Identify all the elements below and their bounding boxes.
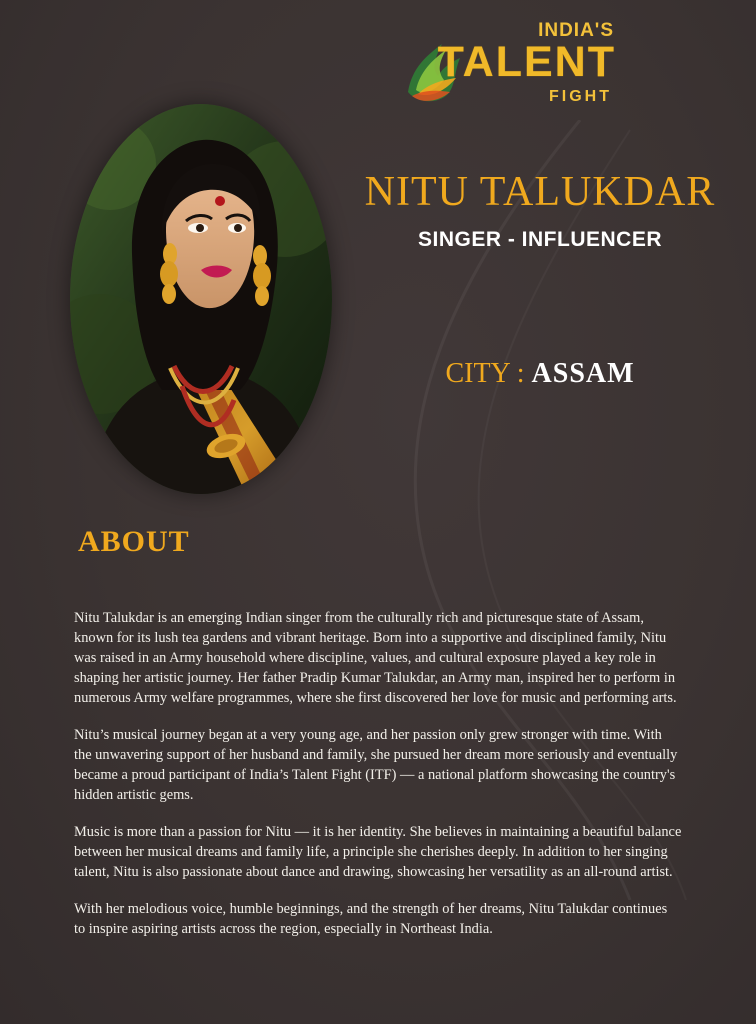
logo-line-talent: TALENT xyxy=(437,38,616,86)
logo-line-fight: FIGHT xyxy=(549,88,612,105)
logo-line-indias: INDIA'S xyxy=(538,20,614,41)
city-label: CITY : xyxy=(445,358,525,389)
profile-role: SINGER - INFLUENCER xyxy=(417,228,662,251)
page-title: NITU TALUKDAR xyxy=(364,169,716,215)
brand-logo xyxy=(398,18,618,110)
about-paragraph: Nitu’s musical journey began at a very young age, and her passion only grew stronger with time. With the unwavering support of her husband and family, she pursued her dream more seriously and eventually became a proud participant of India’s Talent Fight (ITF) — a national platform showcasing the country's hidden artistic gems. xyxy=(74,727,678,803)
about-body xyxy=(74,608,682,939)
about-paragraph: With her melodious voice, humble beginnings, and the strength of her dreams, Nitu Talukdar continues to inspire aspiring artists across the region, especially in Northeast India. xyxy=(74,901,668,937)
about-heading: ABOUT xyxy=(78,525,190,558)
city-value: ASSAM xyxy=(531,358,635,389)
about-paragraph: Nitu Talukdar is an emerging Indian singer from the culturally rich and picturesque state of Assam, known for its lush tea gardens and vibrant heritage. Born into a supportive and disciplined family, Nitu was raised in an Army household where discipline, values, and cultural exposure played a key role in shaping her artistic journey. Her father Pradip Kumar Talukdar, an Army man, inspired her to perform in numerous Army welfare programmes, where she first discovered her love for music and performing arts. xyxy=(74,610,677,706)
portrait-photo xyxy=(70,104,332,494)
about-paragraph: Music is more than a passion for Nitu — it is her identity. She believes in maintaining a beautiful balance between her musical dreams and family life, a principle she cherishes deeply. In addition to her singing talent, Nitu is also passionate about dance and drawing, showcasing her versatility as an all-round artist. xyxy=(74,824,682,880)
city-line xyxy=(340,358,740,390)
portrait-illustration xyxy=(70,104,332,494)
